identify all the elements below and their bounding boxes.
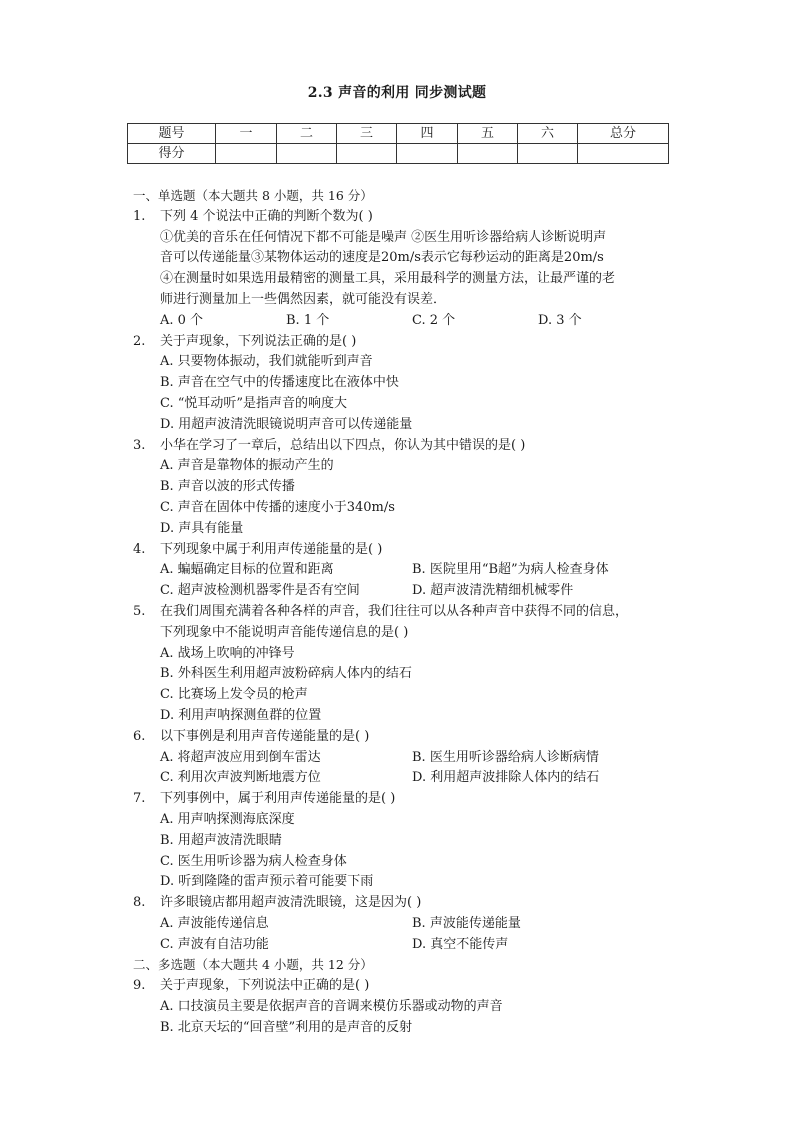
question-3-stem	[133, 436, 673, 457]
option-c[interactable]: C. 声波有自洁功能	[160, 936, 269, 952]
question-1-line: ④在测量时如果选用最精密的测量工具，采用最科学的测量方法，让最严谨的老	[160, 271, 616, 287]
question-text: 下列 4 个说法中正确的判断个数为( )	[160, 208, 373, 224]
option-d[interactable]: D. 利用声呐探测鱼群的位置	[160, 707, 322, 723]
question-6-options-row	[133, 748, 673, 769]
score-header-cell: 五	[458, 124, 518, 144]
question-text: 关于声现象，下列说法中正确的是( )	[160, 978, 370, 994]
question-text: 关于声现象，下列说法正确的是( )	[160, 333, 357, 349]
question-text: 小华在学习了一章后，总结出以下四点，你认为其中错误的是( )	[160, 437, 526, 453]
question-number: 4.	[133, 541, 146, 557]
question-number: 9.	[133, 978, 146, 994]
question-text: 下列事例中，属于利用声传递能量的是( )	[160, 791, 396, 807]
question-6-options-row	[133, 768, 673, 789]
score-cell[interactable]	[397, 144, 458, 164]
option-d[interactable]: D. 声具有能量	[160, 520, 244, 536]
question-8-stem	[133, 893, 673, 914]
section-heading-single-choice: 一、单选题（本大题共 8 小题，共 16 分）	[133, 188, 373, 203]
score-header-cell: 二	[277, 124, 337, 144]
question-9-stem	[133, 976, 673, 997]
option-b[interactable]: B. 声音在空气中的传播速度比在液体中快	[160, 375, 399, 391]
score-table	[127, 123, 669, 164]
question-text: 下列现象中属于利用声传递能量的是( )	[160, 541, 383, 557]
question-8-options-row	[133, 914, 673, 935]
question-number: 3.	[133, 437, 146, 453]
option-a[interactable]: A. 战场上吹响的冲锋号	[160, 645, 295, 661]
option-c[interactable]: C. 超声波检测机器零件是否有空间	[160, 583, 360, 599]
option-c[interactable]: C. 2 个	[412, 312, 456, 328]
question-5-stem-continued: 下列现象中不能说明声音能传递信息的是( )	[160, 624, 409, 640]
option-c[interactable]: C. 声音在固体中传播的速度小于340m/s	[160, 499, 395, 515]
option-d[interactable]: D. 超声波清洗精细机械零件	[412, 583, 574, 599]
score-header-cell: 一	[216, 124, 277, 144]
question-6-stem	[133, 727, 673, 748]
question-text: 许多眼镜店都用超声波清洗眼镜，这是因为( )	[160, 895, 422, 911]
question-text: 在我们周围充满着各种各样的声音，我们往往可以从各种声音中获得不同的信息，	[160, 603, 629, 619]
option-b[interactable]: B. 医生用听诊器给病人诊断病情	[412, 749, 599, 765]
question-1-line: ①优美的音乐在任何情况下都不可能是噪声 ②医生用听诊器给病人诊断说明声	[160, 229, 607, 245]
score-header-cell: 三	[337, 124, 397, 144]
question-4-options-row	[133, 581, 673, 602]
option-a[interactable]: A. 口技演员主要是依据声音的音调来模仿乐器或动物的声音	[160, 999, 503, 1015]
question-2-stem	[133, 332, 673, 353]
option-b[interactable]: B. 声波能传递能量	[412, 915, 521, 931]
page-title: 2.3 声音的利用 同步测试题	[307, 85, 487, 101]
option-a[interactable]: A. 0 个	[160, 312, 204, 328]
question-5-stem	[133, 602, 673, 623]
option-d[interactable]: D. 听到隆隆的雷声预示着可能要下雨	[160, 874, 374, 890]
option-d[interactable]: D. 真空不能传声	[412, 936, 509, 952]
question-number: 1.	[133, 208, 146, 224]
option-d[interactable]: D. 用超声波清洗眼镜说明声音可以传递能量	[160, 416, 413, 432]
question-1-line: 音可以传递能量③某物体运动的速度是20m/s表示它每秒运动的距离是20m/s	[160, 250, 604, 266]
option-a[interactable]: A. 声波能传递信息	[160, 915, 269, 931]
option-a[interactable]: A. 蝙蝠确定目标的位置和距离	[160, 562, 334, 578]
option-b[interactable]: B. 北京天坛的“回音壁”利用的是声音的反射	[160, 1019, 413, 1035]
question-1-line: 师进行测量加上一些偶然因素，就可能没有误差．	[160, 291, 447, 307]
question-1-stem	[133, 207, 673, 228]
score-row-label: 得分	[128, 144, 216, 164]
option-a[interactable]: A. 将超声波应用到倒车雷达	[160, 749, 321, 765]
option-b[interactable]: B. 医院里用“B超”为病人检查身体	[412, 562, 609, 578]
question-text: 以下事例是利用声音传递能量的是( )	[160, 728, 370, 744]
question-number: 8.	[133, 895, 146, 911]
option-d[interactable]: D. 利用超声波排除人体内的结石	[412, 770, 600, 786]
option-a[interactable]: A. 声音是靠物体的振动产生的	[160, 458, 334, 474]
score-cell[interactable]	[277, 144, 337, 164]
option-d[interactable]: D. 3 个	[538, 312, 582, 328]
question-8-options-row	[133, 935, 673, 956]
option-c[interactable]: C. 比赛场上发令员的枪声	[160, 687, 308, 703]
score-header-cell: 题号	[128, 124, 216, 144]
question-4-options-row	[133, 560, 673, 581]
score-cell[interactable]	[337, 144, 397, 164]
option-a[interactable]: A. 只要物体振动，我们就能听到声音	[160, 354, 373, 370]
option-c[interactable]: C. 医生用听诊器为病人检查身体	[160, 853, 347, 869]
question-number: 2.	[133, 333, 146, 349]
section-heading-multiple-choice: 二、多选题（本大题共 4 小题，共 12 分）	[133, 957, 373, 973]
question-4-stem	[133, 540, 673, 561]
option-b[interactable]: B. 声音以波的形式传播	[160, 479, 295, 495]
score-cell[interactable]	[578, 144, 669, 164]
option-a[interactable]: A. 用声呐探测海底深度	[160, 811, 295, 827]
question-number: 5.	[133, 603, 146, 619]
score-header-cell: 四	[397, 124, 458, 144]
question-7-stem	[133, 789, 673, 810]
option-c[interactable]: C. 利用次声波判断地震方位	[160, 770, 321, 786]
score-table-header-row	[128, 124, 669, 144]
score-header-cell: 六	[518, 124, 578, 144]
question-content	[133, 186, 673, 1039]
option-c[interactable]: C. “悦耳动听”是指声音的响度大	[160, 395, 348, 411]
question-1-options	[133, 311, 673, 332]
score-header-cell: 总分	[578, 124, 669, 144]
score-cell[interactable]	[216, 144, 277, 164]
question-number: 6.	[133, 728, 146, 744]
score-table-score-row	[128, 144, 669, 164]
option-b[interactable]: B. 1 个	[286, 312, 330, 328]
score-cell[interactable]	[518, 144, 578, 164]
option-b[interactable]: B. 外科医生利用超声波粉碎病人体内的结石	[160, 666, 412, 682]
option-b[interactable]: B. 用超声波清洗眼睛	[160, 832, 282, 848]
score-cell[interactable]	[458, 144, 518, 164]
question-number: 7.	[133, 791, 146, 807]
